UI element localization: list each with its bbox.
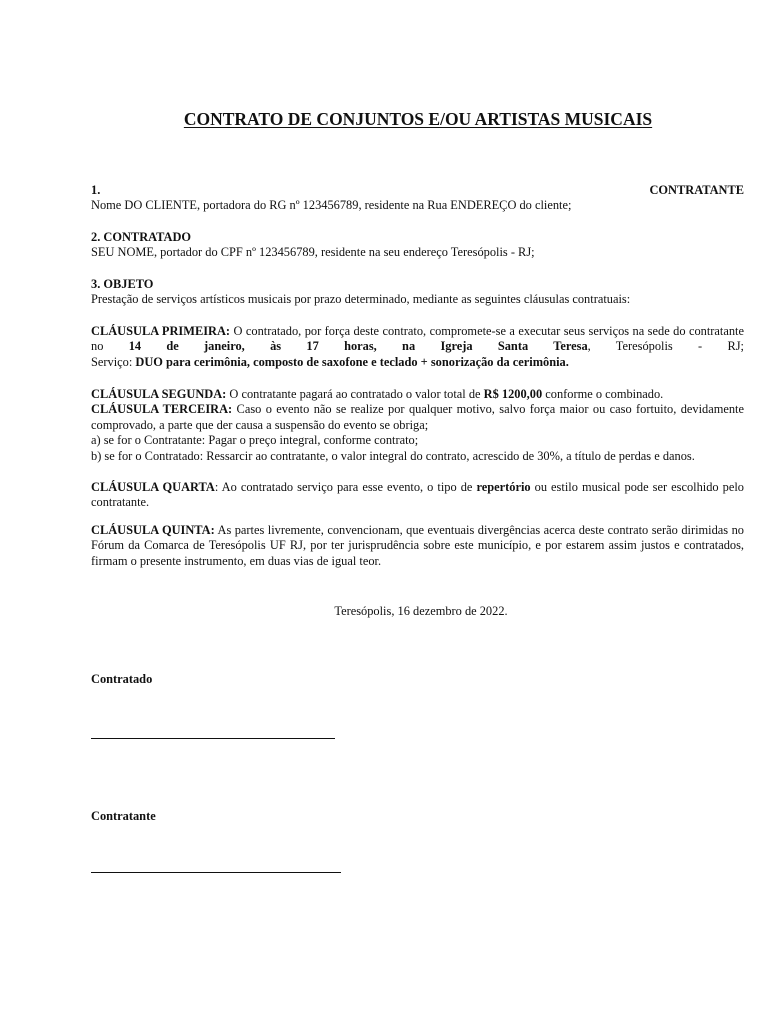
- signature-line-contratado: [91, 738, 335, 739]
- clause-fifth: [91, 523, 744, 569]
- contract-amount: R$ 1200,00: [483, 387, 543, 401]
- clause-fourth: [91, 480, 744, 511]
- section-number: 1.: [91, 183, 101, 197]
- service-label: Serviço:: [91, 354, 136, 369]
- clause-label: CLÁUSULA QUARTA: [91, 480, 215, 494]
- section-contratado: [91, 230, 744, 261]
- clause-text-2: ou estilo musical pode ser escolhido pelo contratante.: [91, 480, 744, 510]
- section-heading: 3. OBJETO: [91, 277, 154, 291]
- signature-label-contratante: Contratante: [91, 809, 156, 823]
- section-text: Nome DO CLIENTE, portadora do RG nº 123456789, residente na Rua ENDEREÇO do cliente;: [91, 198, 572, 212]
- event-datetime: 14 de janeiro, às 17 horas, na Igreja Santa Teresa: [128, 339, 588, 354]
- clause-text: Caso o evento não se realize por qualquer motivo, salvo força maior ou caso fortuito, devidamente comprovado, a parte que der causa a suspensão do evento se obriga;: [91, 402, 744, 432]
- clause-second: [91, 387, 744, 402]
- clause-label: CLÁUSULA TERCEIRA:: [91, 402, 233, 417]
- clause-item-b: b) se for o Contratado: Ressarcir ao contratante, o valor integral do contrato, acrescido de 30%, a título de perdas e danos.: [91, 448, 695, 463]
- document-title: CONTRATO DE CONJUNTOS E/OU ARTISTAS MUSICAIS: [183, 109, 653, 129]
- clause-item-a: a) se for o Contratante: Pagar o preço integral, conforme contrato;: [91, 433, 419, 448]
- clause-text: O contratado, por força deste contrato, compromete-se a executar seus serviços na sede do contratante no: [91, 324, 744, 354]
- clause-text: As partes livremente, convencionam, que eventuais divergências acerca deste contrato serão dirimidas no Fórum da Comarca de Teresópolis UF RJ, por ter jurisprudência sobre este município, e por estarem assim justos e contratados, firmam o presente instrumento, em duas vias de igual teor.: [91, 523, 744, 568]
- clause-text-2: , Teresópolis - RJ;: [587, 339, 744, 354]
- clause-label: CLÁUSULA PRIMEIRA:: [91, 324, 231, 338]
- clause-label: CLÁUSULA QUINTA:: [91, 523, 215, 537]
- clause-first: [91, 324, 744, 370]
- section-text: Prestação de serviços artísticos musicais por prazo determinado, mediante as seguintes cláusulas contratuais:: [91, 292, 631, 307]
- section-heading: 2. CONTRATADO: [91, 230, 192, 244]
- clause-text-2: conforme o combinado.: [542, 387, 664, 401]
- service-description: DUO para cerimônia, composto de saxofone e teclado + sonorização da cerimônia.: [135, 354, 569, 369]
- clause-text: O contratante pagará ao contratado o valor total de: [226, 387, 484, 401]
- place-date: Teresópolis, 16 dezembro de 2022.: [334, 604, 508, 618]
- clause-text: : Ao contratado serviço para esse evento, o tipo de: [214, 480, 477, 494]
- signature-line-contratante: [91, 872, 341, 873]
- clause-third: [91, 402, 744, 433]
- section-objeto: [91, 277, 744, 308]
- section-heading: CONTRATANTE: [649, 183, 744, 197]
- signature-label-contratado: Contratado: [91, 672, 153, 686]
- section-text: SEU NOME, portador do CPF nº 123456789, residente na seu endereço Teresópolis - RJ;: [91, 245, 535, 260]
- repertoire-word: repertório: [476, 480, 531, 494]
- clause-label: CLÁUSULA SEGUNDA:: [91, 387, 227, 401]
- section-contratante: [91, 183, 744, 213]
- clause-second-third: [91, 387, 744, 464]
